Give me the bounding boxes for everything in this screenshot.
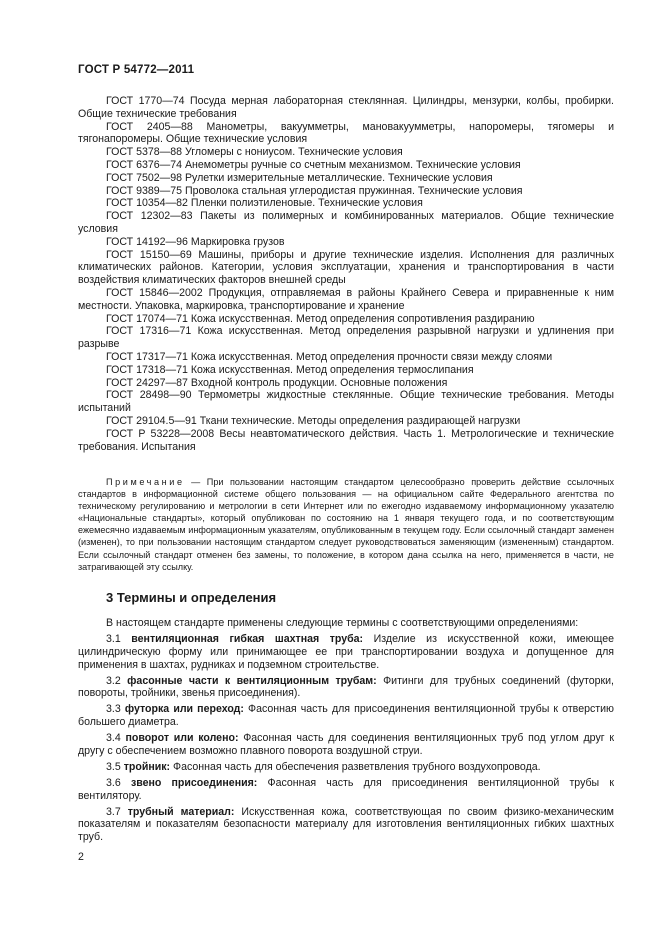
term-name: поворот или колено: bbox=[125, 732, 239, 745]
term-number: 3.1 bbox=[106, 632, 121, 645]
reference-item: ГОСТ 6376—74 Анемометры ручные со счетным механизмом. Технические условия bbox=[106, 158, 521, 171]
term-name: футорка или переход: bbox=[124, 703, 244, 716]
term-definition: Изделие из искусственной кожи, имеющее цилиндрическую форму или принимающее ее при транспортировании воздуха и допущенное для применения в шахтах, рудниках и подземном строительстве. bbox=[78, 632, 614, 671]
reference-item: ГОСТ 10354—82 Пленки полиэтиленовые. Технические условия bbox=[106, 197, 423, 210]
reference-item: ГОСТ 17318—71 Кожа искусственная. Метод определения термослипания bbox=[106, 363, 474, 376]
reference-item: ГОСТ 29104.5—91 Ткани технические. Методы определения раздирающей нагрузки bbox=[106, 414, 521, 427]
reference-item: ГОСТ 17317—71 Кожа искусственная. Метод определения прочности связи между слоями bbox=[106, 350, 553, 363]
section-heading: 3 Термины и определения bbox=[106, 590, 277, 605]
term-definition: Фасонная часть для соединения вентиляционных труб под углом друг к другу с обеспечением возможно плавного поворота воздушной струи. bbox=[78, 732, 614, 757]
reference-item: ГОСТ 9389—75 Проволока стальная углеродистая пружинная. Технические условия bbox=[106, 184, 523, 197]
page-number: 2 bbox=[78, 851, 84, 863]
reference-item: ГОСТ 5378—88 Угломеры с нониусом. Технические условия bbox=[106, 146, 403, 159]
reference-item: ГОСТ 24297—87 Входной контроль продукции. Основные положения bbox=[106, 376, 448, 389]
normative-references-list bbox=[78, 95, 614, 453]
note-label: Примечание bbox=[106, 477, 185, 487]
term-item bbox=[78, 806, 614, 844]
term-item bbox=[78, 732, 614, 758]
term-name: трубный материал: bbox=[127, 805, 235, 818]
reference-item: ГОСТ 15150—69 Машины, приборы и другие технические изделия. Исполнения для различных климатических районов. Категории, условия эксплуатации, хранения и транспортирования в части воздействия климатических факторов внешней среды bbox=[78, 248, 614, 287]
note-paragraph bbox=[78, 476, 614, 573]
term-item bbox=[78, 703, 614, 729]
reference-item: ГОСТ 1770—74 Посуда мерная лабораторная стеклянная. Цилиндры, мензурки, колбы, пробирки. Общие технические требования bbox=[78, 95, 614, 120]
reference-item: ГОСТ 14192—96 Маркировка грузов bbox=[106, 235, 285, 248]
term-item bbox=[78, 633, 614, 671]
term-name: звено присоединения: bbox=[130, 776, 258, 789]
term-definition: Фасонная часть для присоединения вентиляционной трубы к отверстию большего диаметра. bbox=[78, 703, 614, 729]
term-definition: Фасонная часть для обеспечения разветвления трубного воздухопровода. bbox=[173, 760, 541, 773]
term-definition: Фитинги для трубных соединений (футорки, повороты, тройники, звенья присоединения). bbox=[78, 674, 615, 700]
reference-item: ГОСТ 2405—88 Манометры, вакуумметры, мановакуумметры, напоромеры, тягомеры и тягонапоромеры. Общие технические условия bbox=[78, 120, 614, 146]
reference-item: ГОСТ 7502—98 Рулетки измерительные металлические. Технические условия bbox=[106, 171, 493, 184]
term-number: 3.6 bbox=[106, 776, 121, 789]
term-number: 3.2 bbox=[106, 674, 121, 687]
terms-list bbox=[78, 617, 614, 844]
term-definition: Искусственная кожа, соответствующая по своим физико-механическим показателям и показателям безопасности материалу для изготовления вентиляционных гибких шахтных труб. bbox=[78, 805, 614, 844]
document-code-header: ГОСТ Р 54772—2011 bbox=[78, 64, 195, 76]
term-number: 3.4 bbox=[106, 732, 121, 745]
term-number: 3.5 bbox=[106, 760, 121, 773]
term-number: 3.3 bbox=[106, 703, 121, 716]
reference-item: ГОСТ 15846—2002 Продукция, отправляемая в районы Крайнего Севера и приравненные к ним местности. Упаковка, маркировка, транспортирование и хранение bbox=[78, 286, 614, 312]
reference-item: ГОСТ 17316—71 Кожа искусственная. Метод определения разрывной нагрузки и удлинения при разрыве bbox=[78, 325, 614, 351]
term-name: вентиляционная гибкая шахтная труба: bbox=[131, 632, 364, 645]
reference-item: ГОСТ 12302—83 Пакеты из полимерных и комбинированных материалов. Общие технические условия bbox=[78, 210, 614, 235]
term-number: 3.7 bbox=[106, 805, 121, 818]
reference-item: ГОСТ Р 53228—2008 Весы неавтоматического действия. Часть 1. Метрологические и технические требования. Испытания bbox=[78, 427, 614, 453]
reference-item: ГОСТ 28498—90 Термометры жидкостные стеклянные. Общие технические требования. Методы испытаний bbox=[78, 389, 614, 415]
term-name: тройник: bbox=[123, 760, 171, 773]
term-name: фасонные части к вентиляционным трубам: bbox=[127, 674, 377, 687]
term-item bbox=[78, 675, 614, 701]
reference-item: ГОСТ 17074—71 Кожа искусственная. Метод определения сопротивления раздиранию bbox=[106, 312, 535, 325]
term-item bbox=[78, 777, 614, 803]
term-definition: Фасонная часть для присоединения вентиляционной трубы к вентилятору. bbox=[78, 776, 614, 802]
term-item bbox=[78, 761, 614, 774]
terms-intro: В настоящем стандарте применены следующие термины с соответствующими определениями: bbox=[106, 617, 579, 629]
note-text: — При пользовании настоящим стандартом целесообразно проверить действие ссылочных стандартов в информационной системе общего пользования — на официальном сайте Федерального агентства по техническому регулированию и метрологии в сети Интернет или по ежегодно издаваемому информационному указателю «Национальные стандарты», который опубликован по состоянию на 1 января текущего года, и по соответствующим ежемесячно издаваемым информационным указателям, опубликованным в текущем году. Если ссылочный стандарт заменен (изменен), то при пользовании настоящим стандартом следует руководствоваться заменяющим (измененным) стандартом. Если ссылочный стандарт отменен без замены, то положение, в котором дана ссылка на него, применяется в части, не затрагивающей эту ссылку. bbox=[78, 477, 614, 572]
